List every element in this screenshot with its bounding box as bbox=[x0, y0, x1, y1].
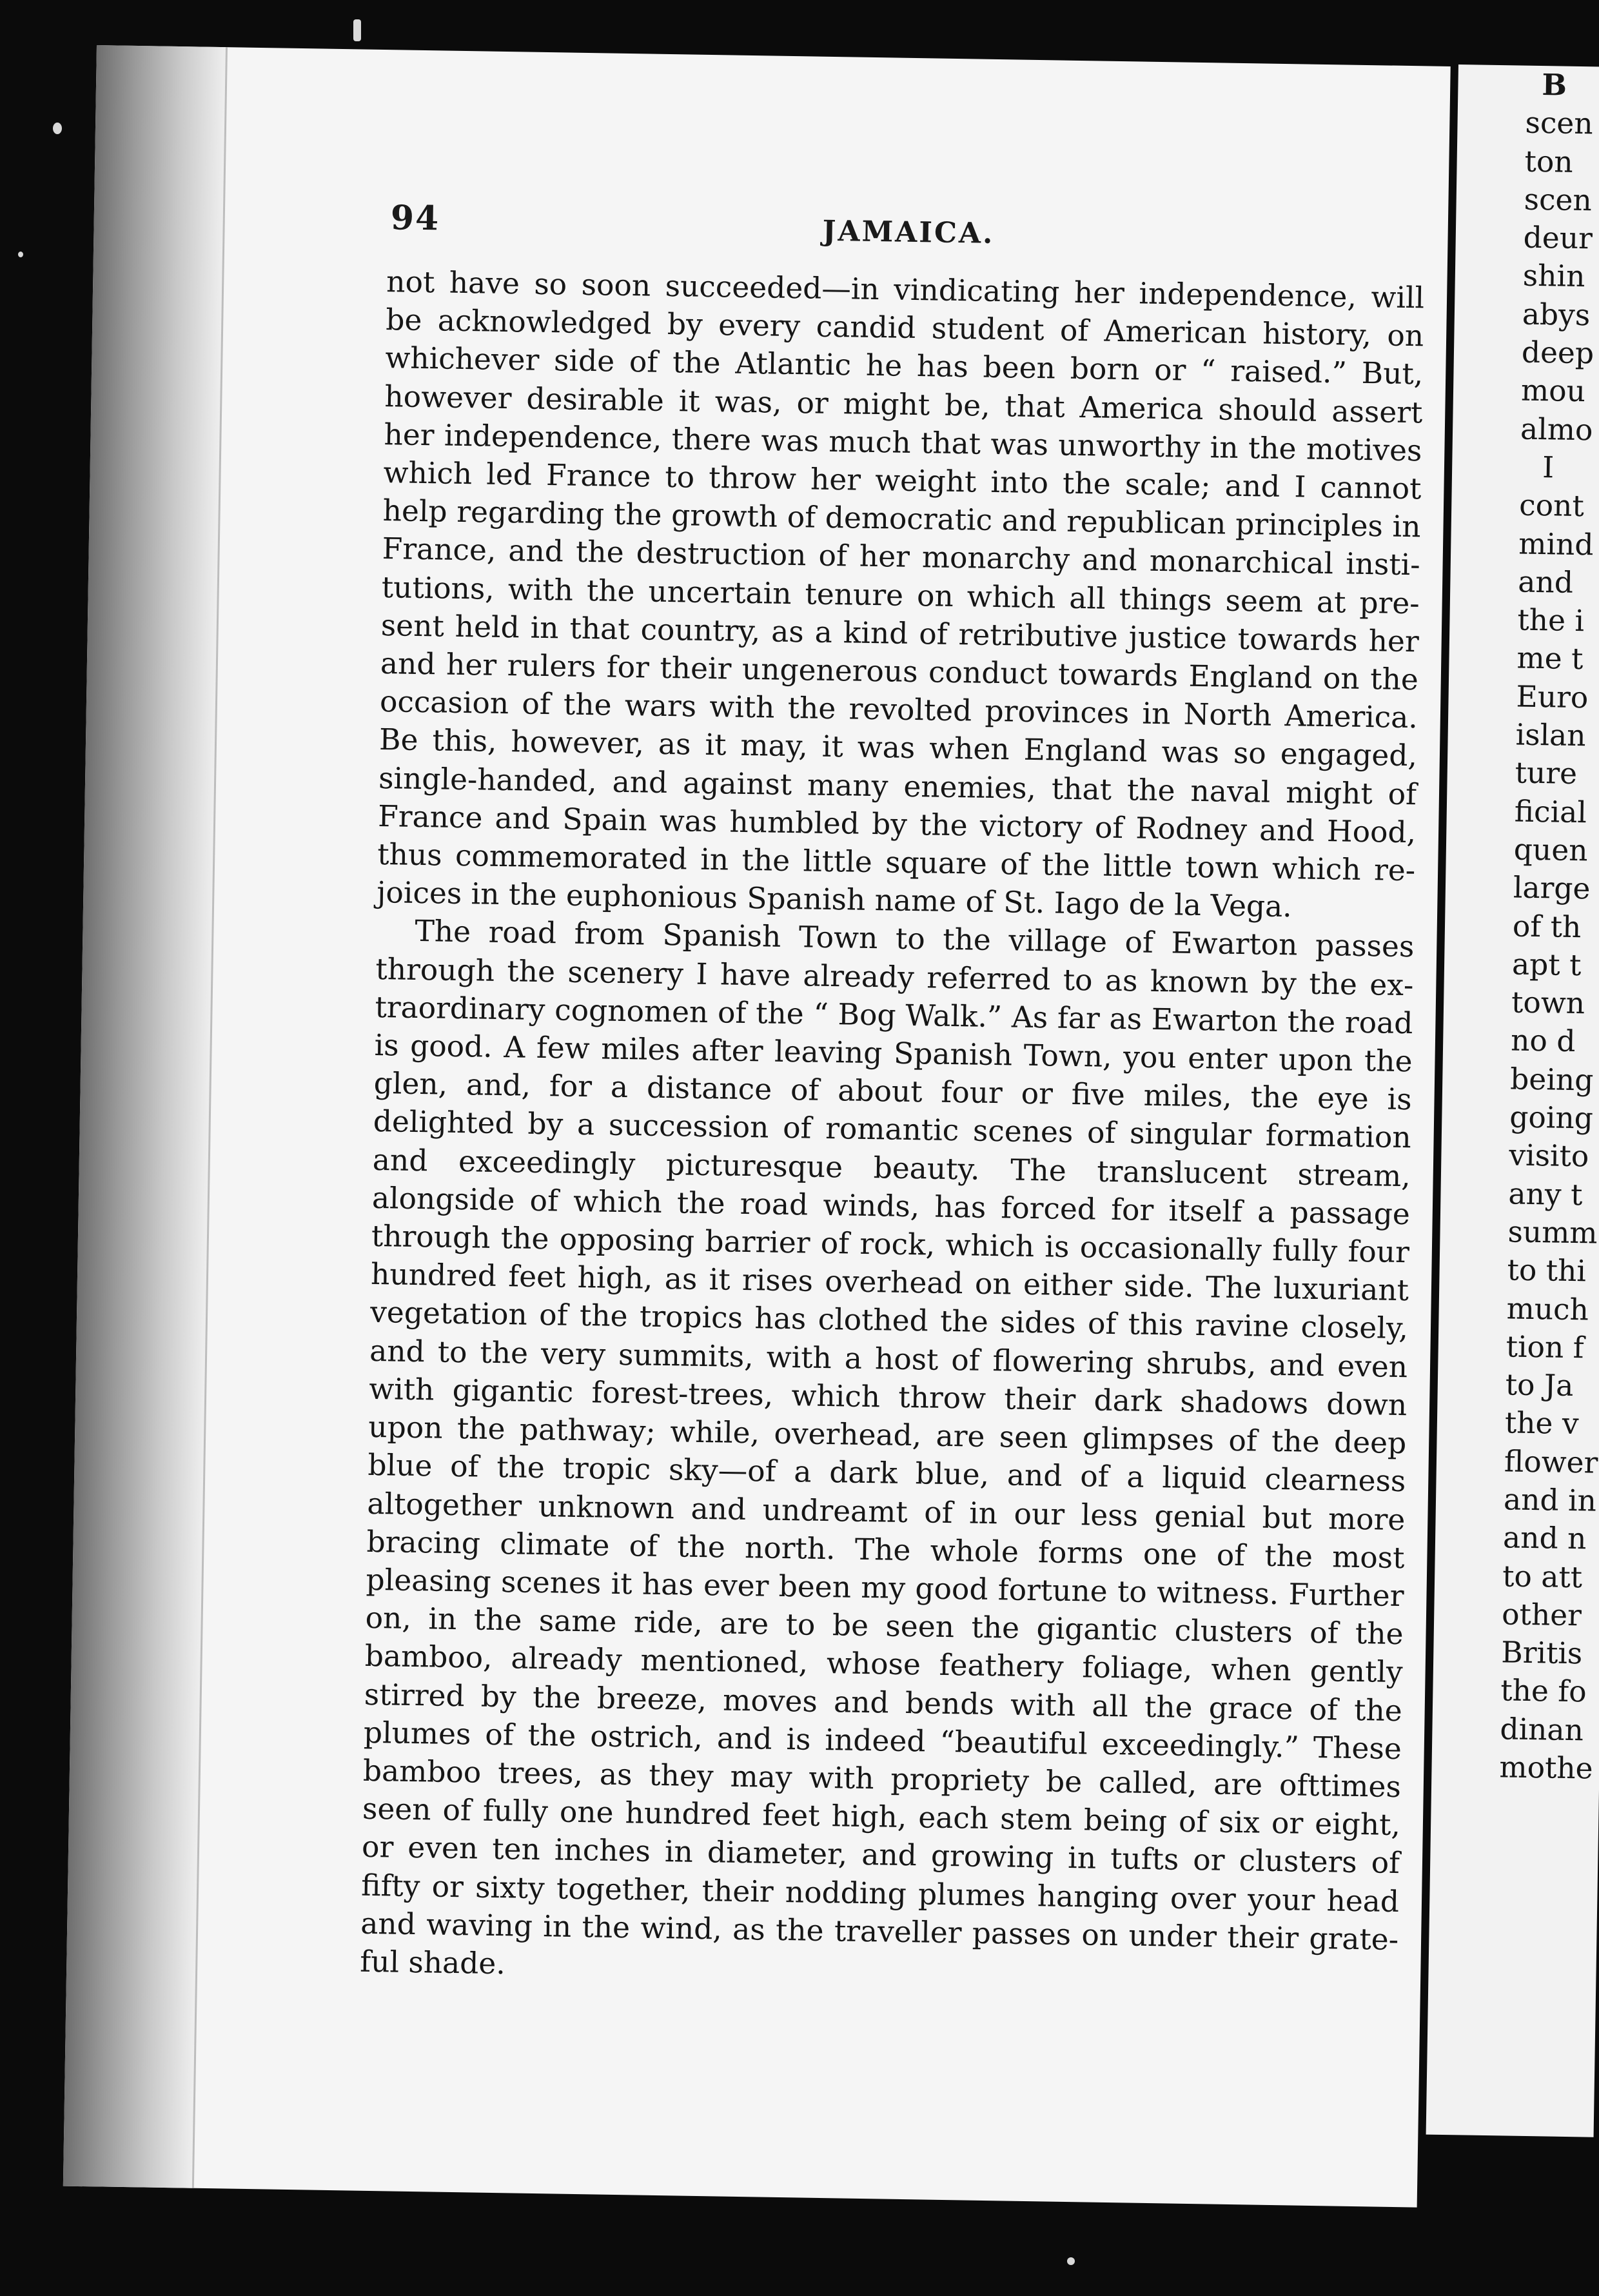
facing-text-line: ture bbox=[1515, 755, 1578, 791]
facing-text-line: and in bbox=[1503, 1482, 1597, 1518]
facing-text-line: flower bbox=[1504, 1444, 1598, 1480]
facing-text-line: town bbox=[1511, 985, 1585, 1021]
facing-text-line: the i bbox=[1517, 602, 1585, 638]
facing-text-line: dinan bbox=[1500, 1712, 1584, 1748]
facing-text-line: being bbox=[1509, 1062, 1594, 1098]
facing-text-line: mind bbox=[1518, 526, 1594, 562]
book-page-right-fragment bbox=[1426, 64, 1599, 2137]
facing-text-line: ton bbox=[1524, 144, 1574, 179]
facing-text-line: large bbox=[1513, 870, 1591, 906]
facing-text-line: of th bbox=[1512, 909, 1582, 944]
paragraph: not have so soon succeeded—in vindicating her independence, will be acknowledged by every candid student of American history, on whichever side of the Atlantic he has been born or “ raised.” But, however desirable it was, or might be, that America should assert her independence, there was much that was unworthy in the motives which led France to throw her weight into the scale; and I cannot help regarding the growth of democratic and republican principles in France, and the destruction of her monarchy and monarchical institutions, with the uncertain tenure on which all things seem at present held in that country, as a kind of retributive justice towards her and her rulers for their ungenerous conduct towards England on the occasion of the wars with the revolted provinces in North America. Be this, however, as it may, it was when England was so engaged, single-handed, and against many enemies, that the naval might of France and Spain was humbled by the victory of Rodney and Hood, thus commemorated in the little square of the little town which rejoices in the euphonious Spanish name of St. Iago de la Vega. bbox=[377, 264, 1425, 924]
facing-text-line: me t bbox=[1516, 640, 1584, 677]
facing-text-line: almo bbox=[1520, 411, 1593, 448]
page-gutter-shadow bbox=[63, 45, 226, 2188]
facing-text-line: quen bbox=[1513, 832, 1588, 868]
facing-text-line: islan bbox=[1515, 717, 1586, 753]
facing-text-line: summ bbox=[1507, 1214, 1598, 1251]
facing-text-line: to att bbox=[1502, 1558, 1583, 1594]
facing-text-line: shin bbox=[1522, 259, 1585, 294]
facing-text-line: mothe bbox=[1499, 1750, 1594, 1786]
facing-text-line: ficial bbox=[1514, 794, 1587, 829]
dust-speck bbox=[18, 252, 23, 257]
facing-text-line: to Ja bbox=[1505, 1367, 1574, 1403]
facing-text-line: much bbox=[1506, 1291, 1589, 1327]
facing-text-line: cont bbox=[1518, 488, 1585, 524]
facing-text-line: abys bbox=[1522, 297, 1591, 333]
facing-text-line: apt t bbox=[1511, 947, 1582, 982]
facing-text-line: B bbox=[1542, 67, 1567, 103]
facing-text-line: scen bbox=[1525, 105, 1594, 141]
facing-text-line: mou bbox=[1520, 373, 1586, 409]
facing-text-line: going bbox=[1509, 1100, 1594, 1136]
dust-speck bbox=[53, 123, 62, 134]
facing-text-line: scen bbox=[1524, 182, 1593, 218]
facing-text-line: and n bbox=[1502, 1520, 1587, 1556]
facing-text-line: any t bbox=[1508, 1176, 1583, 1212]
facing-text-line: no d bbox=[1510, 1023, 1576, 1059]
facing-text-line: deep bbox=[1521, 335, 1594, 371]
facing-text-line: and bbox=[1517, 564, 1574, 600]
facing-text-line: I bbox=[1542, 450, 1555, 485]
facing-text-line: Euro bbox=[1516, 679, 1589, 715]
facing-text-line: tion f bbox=[1506, 1329, 1585, 1365]
page-body bbox=[360, 262, 1425, 1997]
facing-text-line: deur bbox=[1523, 220, 1593, 256]
facing-text-line: to thi bbox=[1507, 1252, 1587, 1289]
facing-text-line: the v bbox=[1504, 1405, 1580, 1441]
paragraph: The road from Spanish Town to the village of Ewarton passes through the scenery I have already referred to as known by the extraordinary cognomen of the “ Bog Walk.” As far as Ewarton the road is good. A few miles after leaving Spanish Town, you enter upon the glen, and, for a distance of about four or five miles, the eye is delighted by a succession of romantic scenes of singular formation and exceedingly picturesque beauty. The translucent stream, alongside of which the road winds, has forced for itself a passage through the opposing barrier of rock, which is occasionally fully four hundred feet high, as it rises overhead on either side. The luxuriant vegetation of the tropics has clothed the sides of this ravine closely, and to the very summits, with a host of flowering shrubs, and even with gigantic forest-trees, which throw their dark shadows down upon the pathway; while, overhead, are seen glimpses of the deep blue of the tropic sky—of a dark blue, and of a liquid clearness altogether unknown and undreamt of in our less genial but more bracing climate of the north. The whole forms one of the most pleasing scenes it has ever been my good fortune to witness. Further on, in the same ride, are to be seen the gigantic clusters of the bamboo, already mentioned, whose feathery foliage, when gently stirred by the breeze, moves and bends with all the grace of the plumes of the ostrich, and is indeed “beautiful exceedingly.” These bamboo trees, as they may with propriety be called, are ofttimes seen of fully one hundred feet high, each stem being of six or eight, or even ten inches in diameter, and growing in tufts or clusters of fifty or sixty together, their nodding plumes hanging over your head and waving in the wind, as the traveller passes on under their grateful shade. bbox=[359, 914, 1415, 1981]
facing-text-line: other bbox=[1501, 1597, 1582, 1633]
dust-speck bbox=[1067, 2257, 1075, 2265]
dust-speck bbox=[353, 19, 361, 41]
book-page-left bbox=[63, 45, 1451, 2208]
page-number: 94 bbox=[390, 198, 440, 239]
facing-text-line: Britis bbox=[1500, 1635, 1583, 1671]
facing-text-line: visito bbox=[1509, 1138, 1589, 1174]
running-head: JAMAICA. bbox=[822, 214, 995, 250]
facing-text-line: the fo bbox=[1500, 1673, 1587, 1709]
